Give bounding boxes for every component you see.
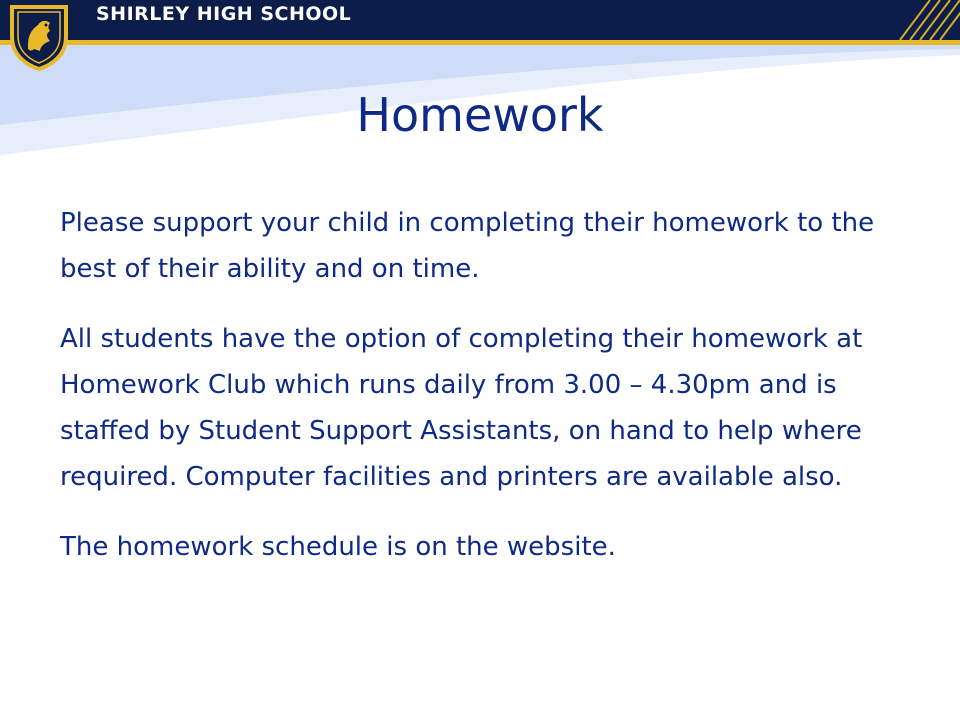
paragraph-schedule: The homework schedule is on the website.: [60, 532, 616, 562]
paragraph-support: Please support your child in completing their homework to the best of their ability and on time.: [60, 208, 875, 284]
slide-body: [60, 200, 910, 594]
school-name: SHIRLEY HIGH SCHOOL: [96, 3, 352, 25]
paragraph-homework-club: All students have the option of completing their homework at Homework Club which runs daily from 3.00 – 4.30pm and is staffed by Student Support Assistants, on hand to help where required. Computer facilities and printers are available also.: [60, 324, 863, 492]
slide-title: Homework: [356, 88, 604, 142]
school-crest-icon: [4, 1, 74, 71]
